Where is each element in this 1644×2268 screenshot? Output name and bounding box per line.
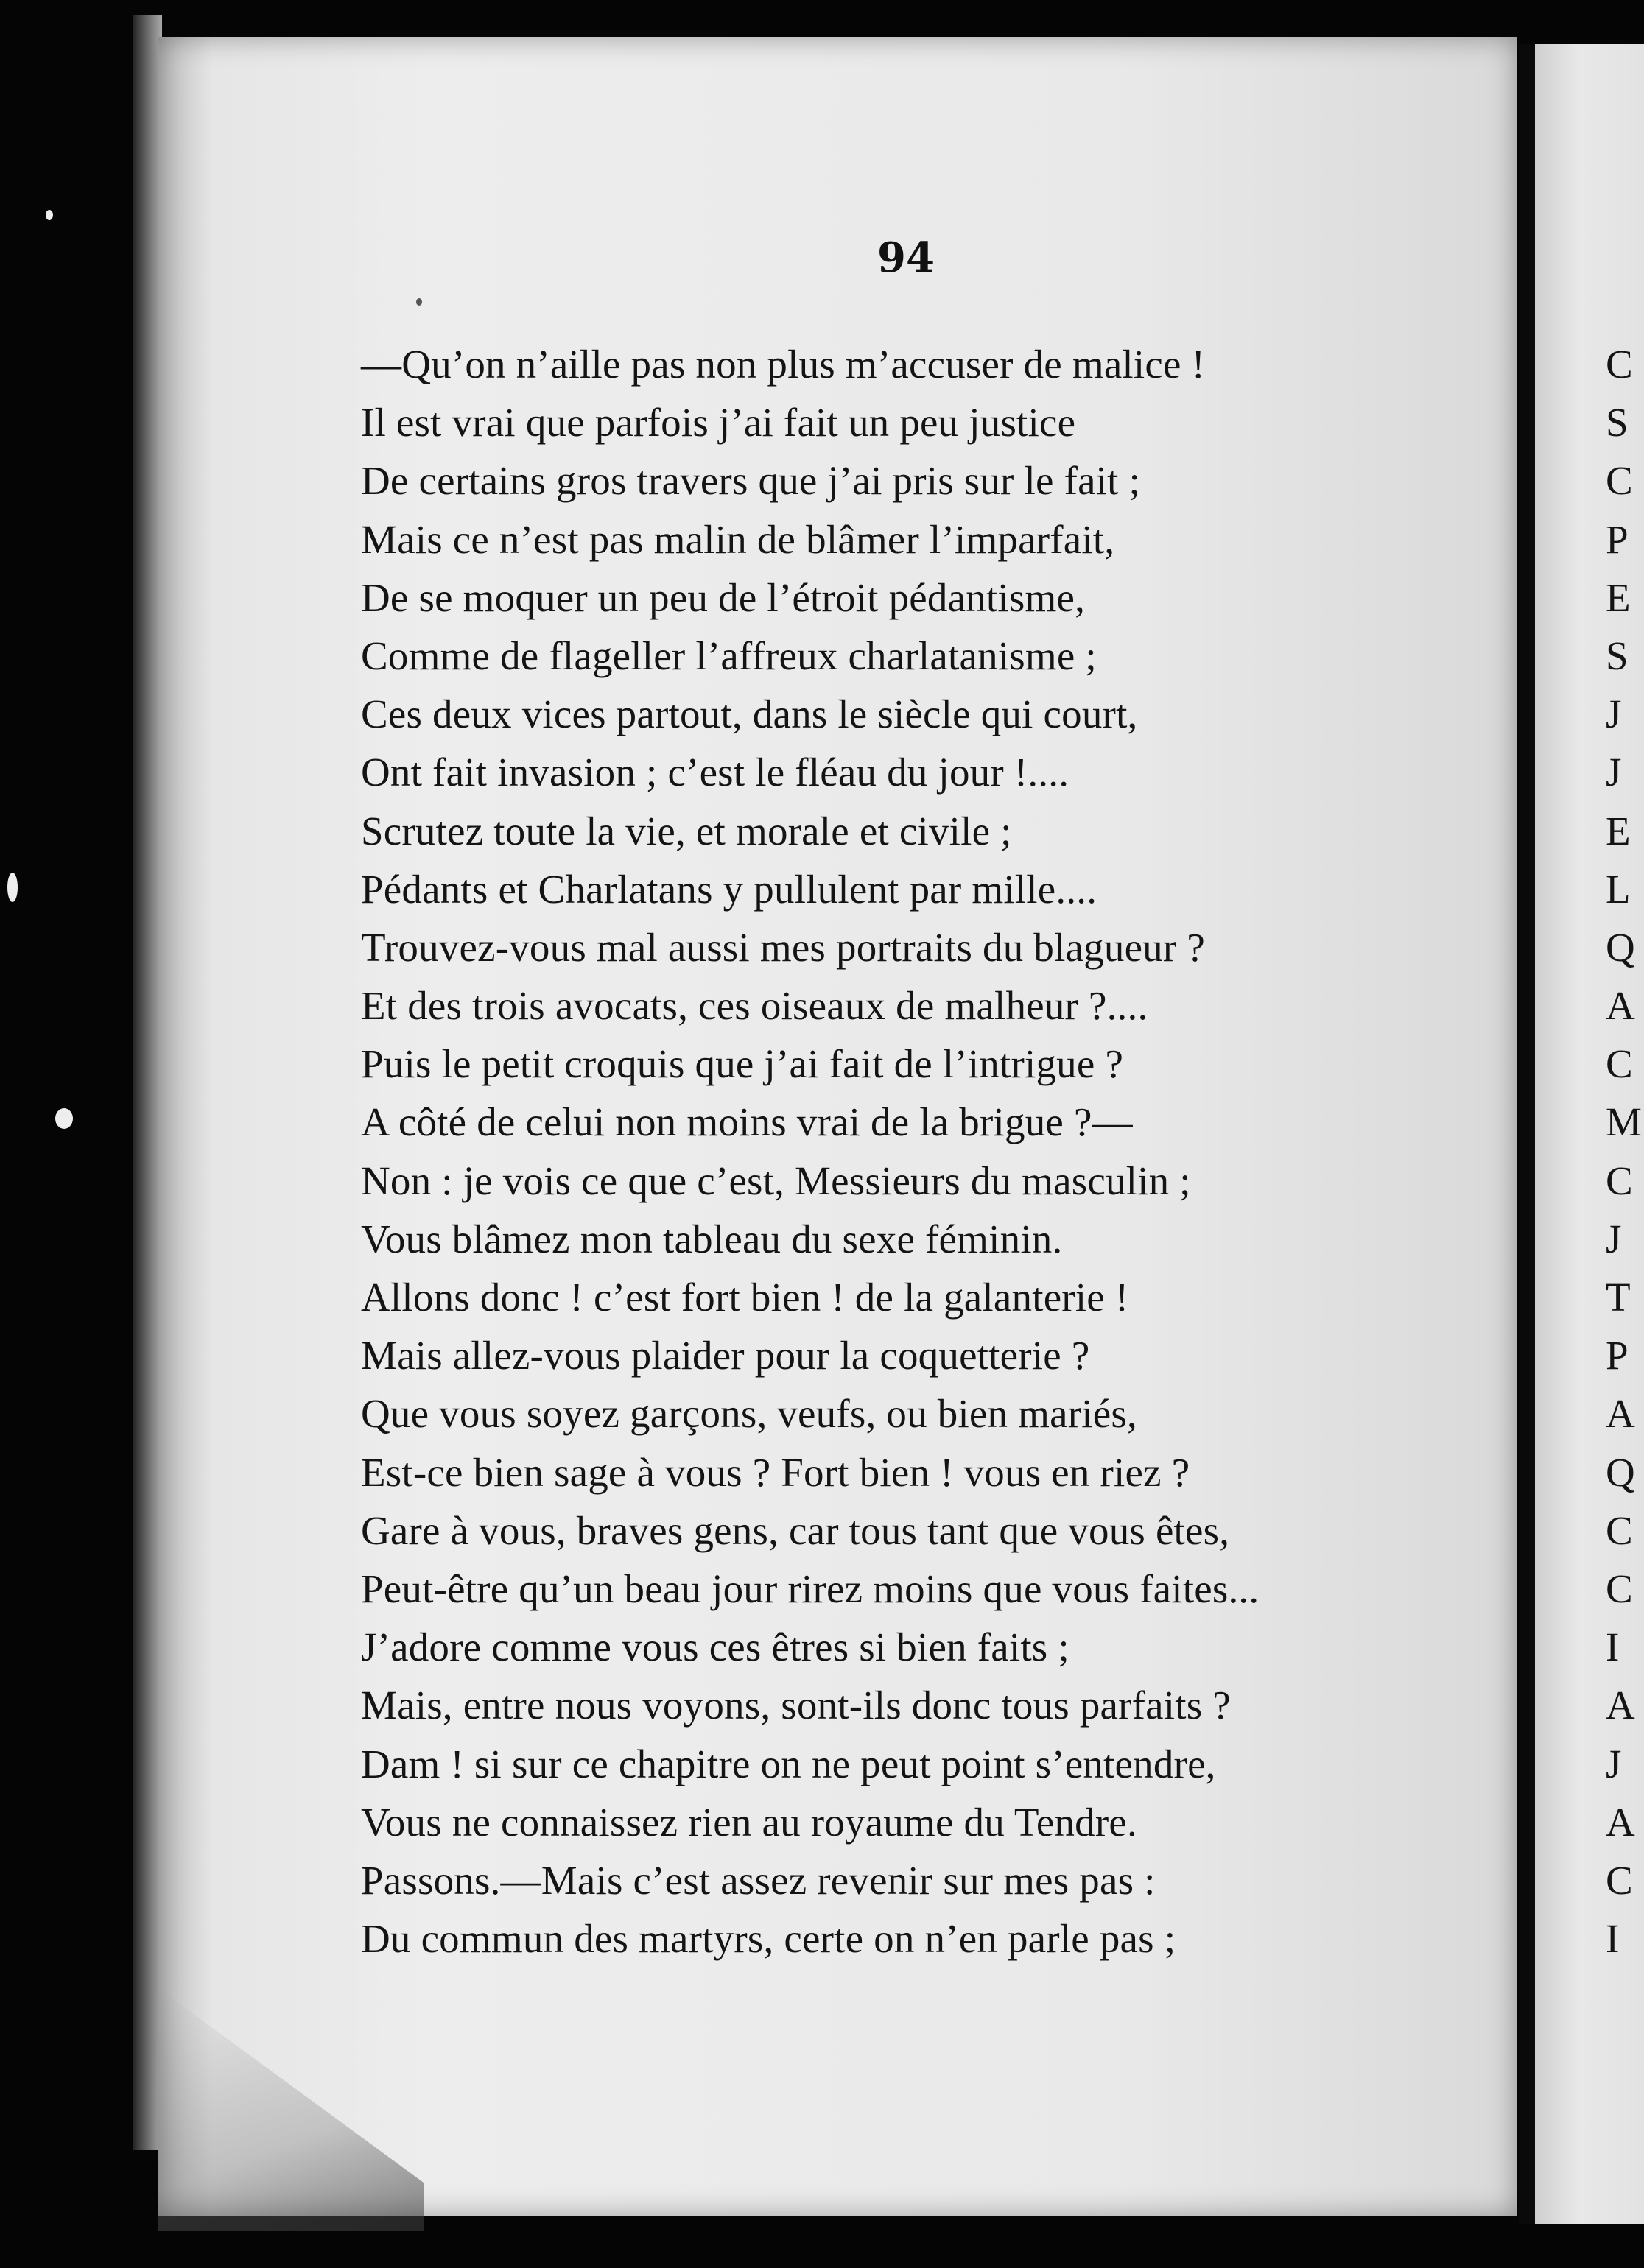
verse-line: A côté de celui non moins vrai de la brigue ?— bbox=[361, 1099, 1133, 1145]
verse-line: Vous blâmez mon tableau du sexe féminin. bbox=[361, 1216, 1063, 1261]
next-page-line-start: C bbox=[1606, 1857, 1633, 1903]
verse-line: Mais allez-vous plaider pour la coquetterie ? bbox=[361, 1333, 1090, 1378]
verse-line: —Qu’on n’aille pas non plus m’accuser de malice ! bbox=[361, 342, 1206, 387]
verse-line: Et des trois avocats, ces oiseaux de malheur ?.... bbox=[361, 983, 1148, 1029]
verse-line: Est-ce bien sage à vous ? Fort bien ! vous en riez ? bbox=[361, 1449, 1190, 1495]
verse-line: Dam ! si sur ce chapitre on ne peut point s’entendre, bbox=[361, 1741, 1216, 1786]
next-page-line-start: S bbox=[1606, 633, 1629, 678]
next-page-line-start: J bbox=[1606, 1741, 1622, 1786]
verse-line: Ont fait invasion ; c’est le fléau du jour !.... bbox=[361, 750, 1069, 795]
next-page-line-start: J bbox=[1606, 750, 1622, 795]
next-page-line-start: I bbox=[1606, 1916, 1620, 1962]
verse-line: Allons donc ! c’est fort bien ! de la galanterie ! bbox=[361, 1275, 1129, 1320]
book-gutter bbox=[1519, 44, 1535, 2224]
verse-line: Mais, entre nous voyons, sont-ils donc tous parfaits ? bbox=[361, 1683, 1231, 1728]
scan-speck bbox=[416, 298, 422, 306]
scan-speck bbox=[7, 873, 18, 902]
verse-line: J’adore comme vous ces êtres si bien faits ; bbox=[361, 1624, 1069, 1670]
next-page-line-start: C bbox=[1606, 1566, 1633, 1611]
verse-line: Trouvez-vous mal aussi mes portraits du blagueur ? bbox=[361, 924, 1205, 970]
verse-line: Du commun des martyrs, certe on n’en parle pas ; bbox=[361, 1916, 1176, 1962]
page-number: 94 bbox=[877, 233, 935, 282]
next-page-line-start: C bbox=[1606, 1041, 1633, 1087]
verse-line: De certains gros travers que j’ai pris sur le fait ; bbox=[361, 458, 1141, 504]
verse-line: Non : je vois ce que c’est, Messieurs du masculin ; bbox=[361, 1158, 1191, 1203]
next-page-line-starts bbox=[1606, 335, 1642, 1968]
next-page-line-start: Q bbox=[1606, 1449, 1635, 1495]
verse-line: Comme de flageller l’affreux charlatanisme ; bbox=[361, 633, 1097, 678]
next-page-line-start: I bbox=[1606, 1624, 1620, 1670]
next-page-line-start: S bbox=[1606, 400, 1629, 446]
next-page-line-start: J bbox=[1606, 691, 1622, 737]
verse-line: Scrutez toute la vie, et morale et civile ; bbox=[361, 808, 1012, 853]
next-page-line-start: A bbox=[1606, 1391, 1635, 1437]
next-page-line-start: E bbox=[1606, 808, 1631, 853]
next-page-line-start: A bbox=[1606, 983, 1635, 1029]
next-page-line-start: M bbox=[1606, 1099, 1642, 1145]
verse-line: Pédants et Charlatans y pullulent par mille.... bbox=[361, 866, 1097, 912]
next-page-line-start: P bbox=[1606, 1333, 1629, 1378]
next-page-line-start: L bbox=[1606, 866, 1631, 912]
verse-line: Puis le petit croquis que j’ai fait de l’intrigue ? bbox=[361, 1041, 1124, 1087]
scan-speck bbox=[55, 1108, 73, 1129]
next-page-line-start: E bbox=[1606, 574, 1631, 620]
verse-line: Mais ce n’est pas malin de blâmer l’imparfait, bbox=[361, 516, 1115, 562]
next-page-line-start: A bbox=[1606, 1683, 1635, 1728]
scan-speck bbox=[46, 210, 53, 220]
next-page-line-start: C bbox=[1606, 458, 1633, 504]
verse-line: De se moquer un peu de l’étroit pédantisme, bbox=[361, 574, 1086, 620]
verse-line: Que vous soyez garçons, veufs, ou bien mariés, bbox=[361, 1391, 1137, 1437]
next-page-line-start: C bbox=[1606, 1507, 1633, 1553]
poem-text bbox=[361, 335, 1510, 1968]
next-page-line-start: T bbox=[1606, 1275, 1631, 1320]
verse-line: Ces deux vices partout, dans le siècle qui court, bbox=[361, 691, 1138, 737]
next-page-line-start: C bbox=[1606, 342, 1633, 387]
next-page-line-start: C bbox=[1606, 1158, 1633, 1203]
next-page-line-start: P bbox=[1606, 516, 1629, 562]
verse-line: Gare à vous, braves gens, car tous tant que vous êtes, bbox=[361, 1507, 1230, 1553]
next-page-line-start: J bbox=[1606, 1216, 1622, 1261]
verse-line: Vous ne connaissez rien au royaume du Tendre. bbox=[361, 1799, 1137, 1845]
verse-line: Peut-être qu’un beau jour rirez moins que vous faites... bbox=[361, 1566, 1260, 1611]
verse-line: Il est vrai que parfois j’ai fait un peu justice bbox=[361, 400, 1076, 446]
page-edge-shadow bbox=[133, 15, 162, 2150]
next-page-line-start: Q bbox=[1606, 924, 1635, 970]
verse-line: Passons.—Mais c’est assez revenir sur mes pas : bbox=[361, 1857, 1156, 1903]
next-page-line-start: A bbox=[1606, 1799, 1635, 1845]
